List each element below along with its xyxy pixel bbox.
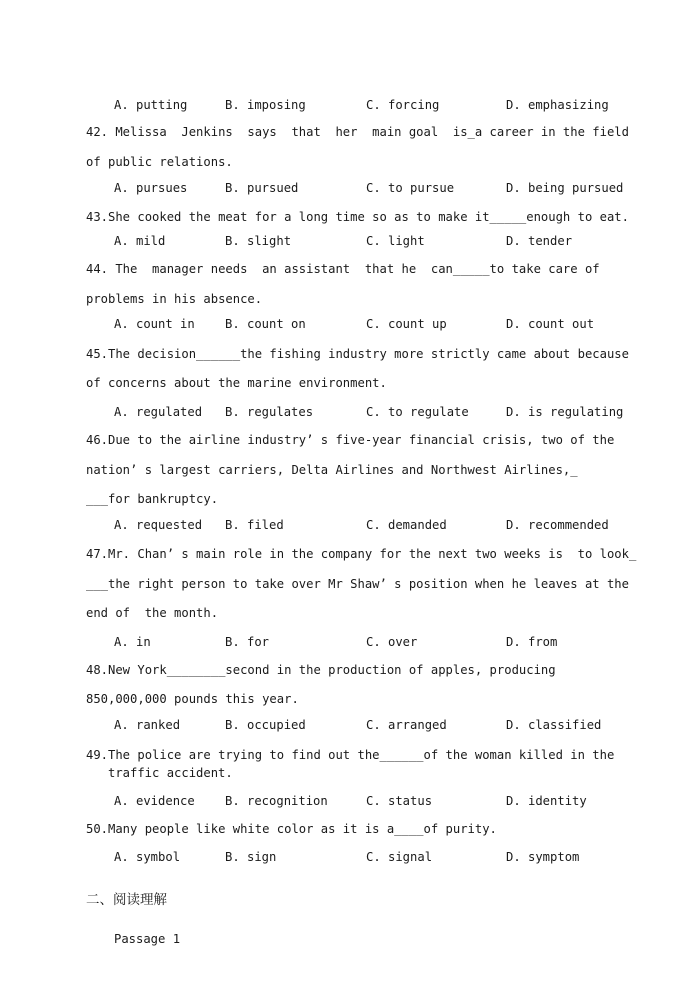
option-d: D. tender — [506, 234, 573, 248]
option-c: C. light — [366, 234, 425, 248]
option-b: B. occupied — [225, 718, 306, 732]
option-a: A. in — [114, 635, 151, 649]
option-c: C. forcing — [366, 98, 440, 112]
option-c: C. demanded — [366, 518, 447, 532]
option-b: B. count on — [225, 317, 306, 331]
option-d: D. emphasizing — [506, 98, 609, 112]
question-45-stem-line-1: 45.The decision______the fishing industry more strictly came about because — [86, 347, 629, 361]
option-c: C. count up — [366, 317, 447, 331]
question-42-stem-line-2: of public relations. — [86, 155, 233, 169]
option-b: B. recognition — [225, 794, 328, 808]
option-d: D. recommended — [506, 518, 609, 532]
option-d: D. count out — [506, 317, 595, 331]
question-46-stem-line-3: ___for bankruptcy. — [86, 492, 219, 506]
question-45-stem-line-2: of concerns about the marine environment. — [86, 376, 387, 390]
option-a: A. requested — [114, 518, 203, 532]
option-a: A. symbol — [114, 850, 181, 864]
option-c: C. to pursue — [366, 181, 455, 195]
question-49-stem-line-1: 49.The police are trying to find out the______of the woman killed in the — [86, 748, 615, 762]
option-b: B. pursued — [225, 181, 299, 195]
question-47-stem-line-3: end of the month. — [86, 606, 219, 620]
question-49-stem-line-2: traffic accident. — [108, 766, 233, 780]
option-d: D. being pursued — [506, 181, 624, 195]
option-c: C. arranged — [366, 718, 447, 732]
option-b: B. sign — [225, 850, 277, 864]
option-d: D. is regulating — [506, 405, 624, 419]
option-c: C. status — [366, 794, 433, 808]
option-b: B. imposing — [225, 98, 306, 112]
question-43-stem-line-1: 43.She cooked the meat for a long time so as to make it_____enough to eat. — [86, 210, 629, 224]
option-c: C. over — [366, 635, 418, 649]
option-a: A. pursues — [114, 181, 188, 195]
option-a: A. ranked — [114, 718, 181, 732]
question-46-stem-line-1: 46.Due to the airline industry’ s five-year financial crisis, two of the — [86, 433, 615, 447]
option-b: B. filed — [225, 518, 284, 532]
option-d: D. classified — [506, 718, 602, 732]
question-47-stem-line-1: 47.Mr. Chan’ s main role in the company for the next two weeks is to look_ — [86, 547, 637, 561]
option-a: A. mild — [114, 234, 166, 248]
passage-label: Passage 1 — [114, 932, 181, 946]
option-a: A. evidence — [114, 794, 195, 808]
option-d: D. from — [506, 635, 558, 649]
question-47-stem-line-2: ___the right person to take over Mr Shaw’ s position when he leaves at the — [86, 577, 629, 591]
option-b: B. regulates — [225, 405, 314, 419]
option-a: A. regulated — [114, 405, 203, 419]
option-c: C. to regulate — [366, 405, 469, 419]
option-d: D. symptom — [506, 850, 580, 864]
question-46-stem-line-2: nation’ s largest carriers, Delta Airlines and Northwest Airlines,_ — [86, 463, 578, 477]
option-c: C. signal — [366, 850, 433, 864]
question-44-stem-line-1: 44. The manager needs an assistant that he can_____to take care of — [86, 262, 600, 276]
question-42-stem-line-1: 42. Melissa Jenkins says that her main goal is_a career in the field — [86, 125, 629, 139]
section-heading-reading: 二、阅读理解 — [86, 892, 167, 908]
option-a: A. count in — [114, 317, 195, 331]
option-d: D. identity — [506, 794, 587, 808]
option-a: A. putting — [114, 98, 188, 112]
question-48-stem-line-1: 48.New York________second in the production of apples, producing — [86, 663, 556, 677]
question-44-stem-line-2: problems in his absence. — [86, 292, 263, 306]
question-50-stem-line-1: 50.Many people like white color as it is a____of purity. — [86, 822, 497, 836]
option-b: B. for — [225, 635, 270, 649]
option-b: B. slight — [225, 234, 292, 248]
question-48-stem-line-2: 850,000,000 pounds this year. — [86, 692, 299, 706]
